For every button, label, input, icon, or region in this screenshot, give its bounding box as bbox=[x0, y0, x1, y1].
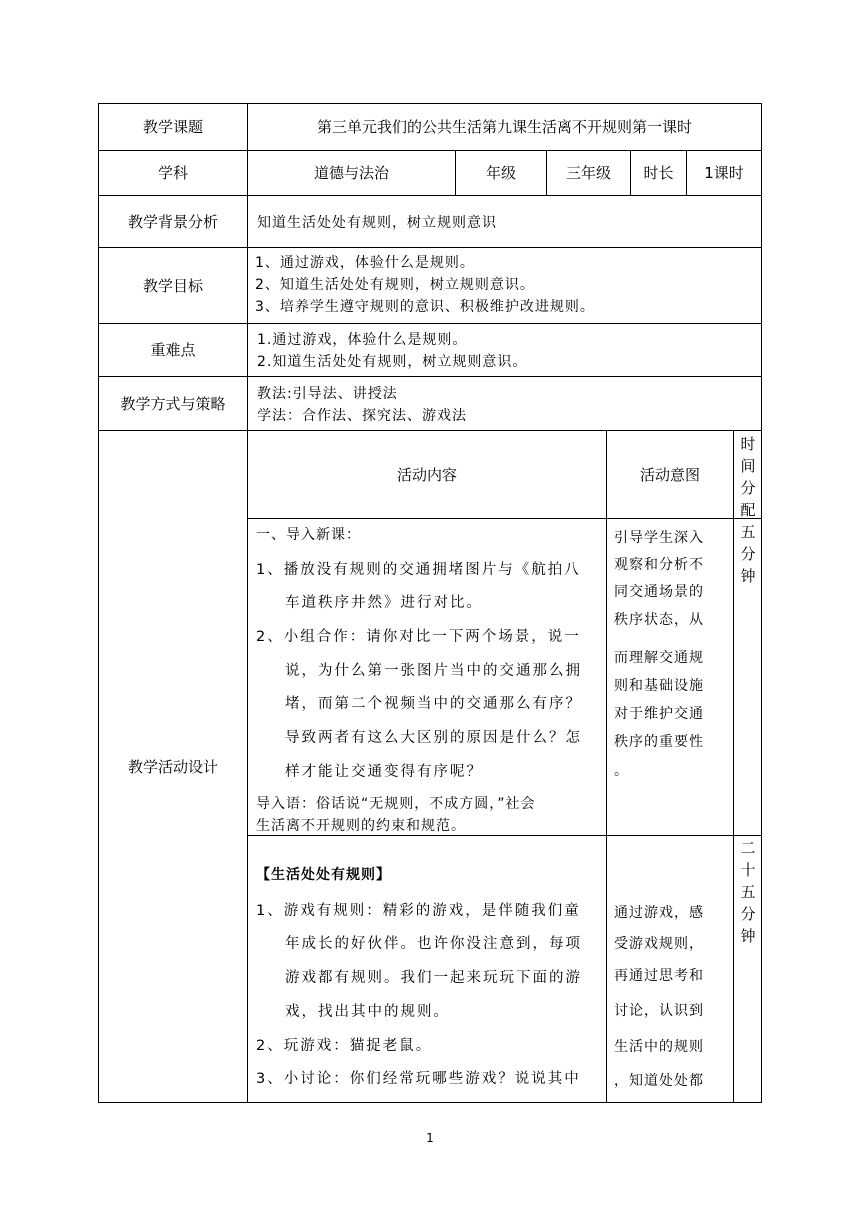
table-rule bbox=[247, 835, 762, 836]
section2-line: 戏，找出其中的规则。 bbox=[285, 1004, 450, 1020]
time-char: 分 bbox=[740, 545, 756, 563]
keypoint-item: 2.知道生活处处有规则，树立规则意识。 bbox=[257, 354, 528, 370]
subject-value: 道德与法治 bbox=[313, 164, 389, 182]
section1-time bbox=[734, 521, 762, 587]
time-char: 钟 bbox=[740, 927, 756, 945]
section1-intent-line: 秩序状态，从 bbox=[614, 612, 704, 628]
grade-value: 三年级 bbox=[565, 164, 611, 182]
section1-line: 2、小组合作：请你对比一下两个场景，说一 bbox=[256, 629, 581, 645]
time-char: 五 bbox=[740, 883, 756, 901]
duration-value: 1课时 bbox=[704, 164, 744, 182]
col-header-time bbox=[734, 433, 762, 521]
section2-line: 1、游戏有规则：精彩的游戏，是伴随我们童 bbox=[256, 903, 581, 919]
page-number: 1 bbox=[426, 1131, 434, 1145]
time-char: 钟 bbox=[740, 567, 756, 585]
section1-intent-line: 秩序的重要性 bbox=[614, 734, 704, 750]
section1-intent-line: 引导学生深入 bbox=[614, 530, 704, 546]
goal-item: 1、通过游戏，体验什么是规则。 bbox=[255, 255, 475, 271]
section1-line: 说，为什么第一张图片当中的交通那么拥 bbox=[285, 663, 582, 679]
section1-intent-line: 。 bbox=[614, 763, 629, 779]
section2-intent-line: 通过游戏，感 bbox=[614, 905, 704, 921]
time-char: 间 bbox=[740, 457, 756, 475]
grade-label: 年级 bbox=[485, 164, 516, 182]
teaching-method: 教法:引导法、讲授法 bbox=[257, 386, 398, 402]
time-char: 十 bbox=[740, 861, 756, 879]
section1-line: 1、播放没有规则的交通拥堵图片与《航拍八 bbox=[256, 562, 581, 578]
time-char: 时 bbox=[740, 435, 756, 453]
table-border-right bbox=[761, 103, 762, 1103]
time-char: 分 bbox=[740, 479, 756, 497]
goal-item: 3、培养学生遵守规则的意识、积极维护改进规则。 bbox=[255, 299, 595, 315]
table-border-bottom bbox=[98, 1102, 762, 1103]
time-char: 配 bbox=[740, 501, 756, 519]
section1-line: 导入语：俗话说“无规则，不成方圆，”社会 bbox=[256, 796, 536, 812]
section2-intent-line: 受游戏规则， bbox=[614, 936, 704, 952]
section1-line: 车道秩序井然》进行对比。 bbox=[285, 595, 483, 611]
keypoint-item: 1.通过游戏，体验什么是规则。 bbox=[257, 332, 468, 348]
section1-intent-line: 观察和分析不 bbox=[614, 557, 704, 573]
section2-line: 年成长的好伙伴。也许你没注意到，每项 bbox=[285, 936, 582, 952]
subject-label: 学科 bbox=[157, 164, 188, 182]
section1-intent-line: 同交通场景的 bbox=[614, 584, 704, 600]
section1-line: 导致两者有这么大区别的原因是什么？怎 bbox=[285, 730, 582, 746]
section2-line: 2、玩游戏：猫捉老鼠。 bbox=[256, 1038, 433, 1054]
col-header-content: 活动内容 bbox=[396, 465, 457, 484]
time-char: 五 bbox=[740, 523, 756, 541]
section1-intent-line: 而理解交通规 bbox=[614, 650, 704, 666]
section1-line: 一、导入新课： bbox=[256, 527, 361, 543]
table-rule bbox=[606, 430, 607, 1103]
table-rule bbox=[247, 518, 762, 519]
time-char: 二 bbox=[740, 839, 756, 857]
goals-label: 教学目标 bbox=[142, 276, 203, 295]
section2-intent-line: 生活中的规则 bbox=[614, 1039, 704, 1055]
design-label: 教学活动设计 bbox=[127, 757, 218, 776]
duration-label: 时长 bbox=[643, 164, 674, 182]
section2-intent-line: 讨论，认识到 bbox=[614, 1003, 704, 1019]
section2-intent-line: ，知道处处都 bbox=[614, 1073, 704, 1089]
topic-value: 第三单元我们的公共生活第九课生活离不开规则第一课时 bbox=[316, 118, 692, 136]
section1-intent-line: 对于维护交通 bbox=[614, 706, 704, 722]
goal-item: 2、知道生活处处有规则，树立规则意识。 bbox=[255, 277, 535, 293]
background-text: 知道生活处处有规则，树立规则意识 bbox=[257, 215, 497, 231]
section2-intent-line: 再通过思考和 bbox=[614, 968, 704, 984]
section1-line: 堵，而第二个视频当中的交通那么有序？ bbox=[285, 696, 582, 712]
section1-intent-line: 则和基础设施 bbox=[614, 678, 704, 694]
background-label: 教学背景分析 bbox=[127, 212, 218, 231]
time-char: 分 bbox=[740, 905, 756, 923]
methods-label: 教学方式与策略 bbox=[120, 394, 226, 413]
section2-heading: 【生活处处有规则】 bbox=[256, 867, 391, 883]
keypoints-label: 重难点 bbox=[150, 341, 196, 359]
learning-method: 学法：合作法、探究法、游戏法 bbox=[257, 408, 467, 424]
col-header-intent: 活动意图 bbox=[639, 465, 700, 484]
section2-line: 3、小讨论：你们经常玩哪些游戏？说说其中 bbox=[256, 1071, 581, 1087]
section2-line: 游戏都有规则。我们一起来玩玩下面的游 bbox=[285, 970, 582, 986]
topic-label: 教学课题 bbox=[142, 118, 203, 136]
section1-line: 样才能让交通变得有序呢？ bbox=[285, 764, 483, 780]
section2-time bbox=[734, 837, 762, 947]
section1-line: 生活离不开规则的约束和规范。 bbox=[256, 818, 466, 834]
